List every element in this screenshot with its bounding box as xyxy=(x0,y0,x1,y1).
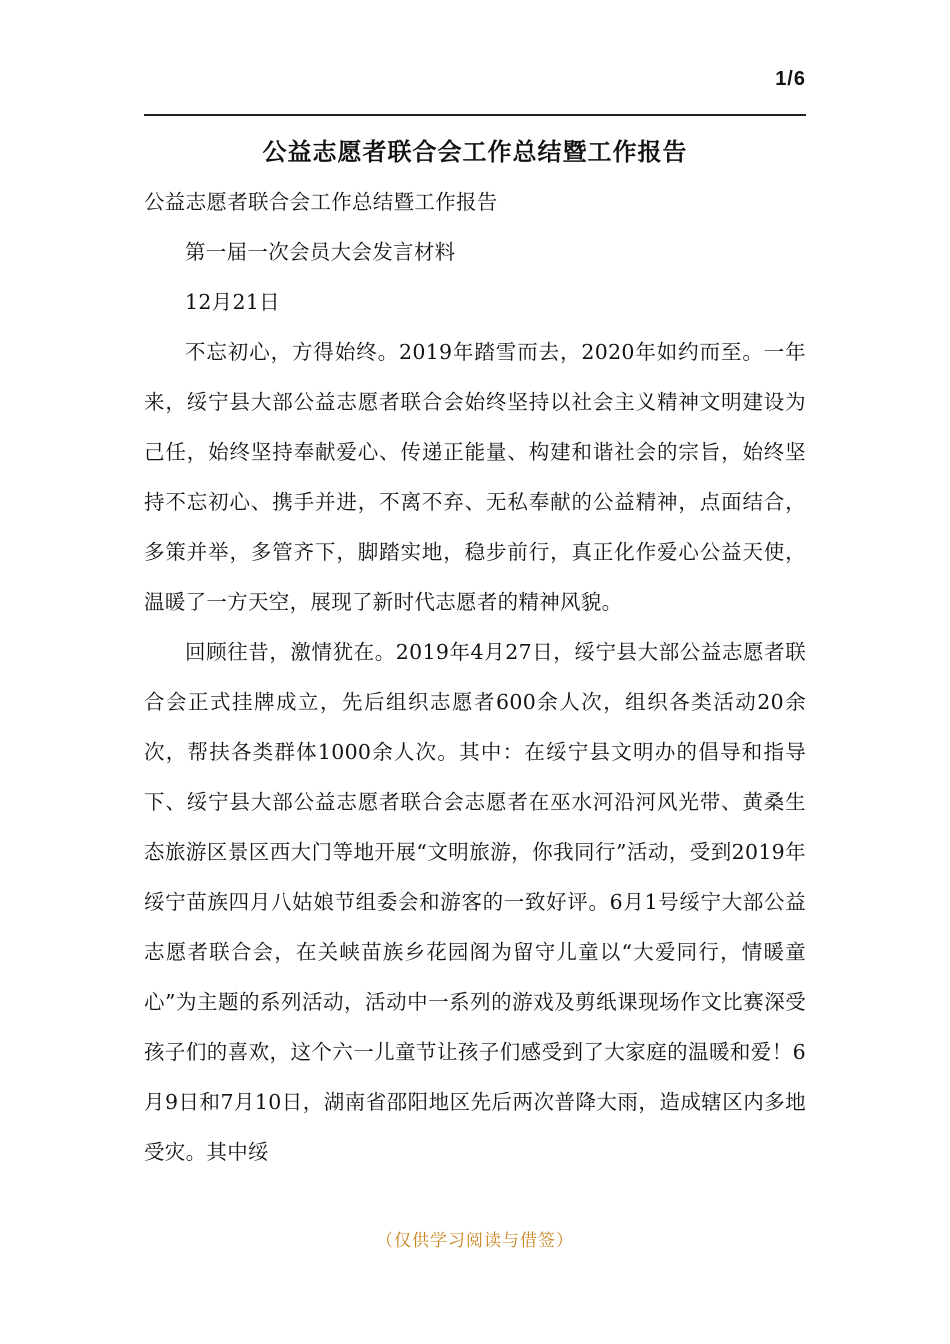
footer-note: （仅供学习阅读与借签） xyxy=(376,1231,574,1251)
header-divider xyxy=(144,114,806,116)
body-paragraph: 回顾往昔，激情犹在。2019年4月27日，绥宁县大部公益志愿者联合会正式挂牌成立，先后组织志愿者600余人次，组织各类活动20余次，帮扶各类群体1000余人次。其中：在绥宁县文明办的倡导和指导下、绥宁县大部公益志愿者联合会志愿者在巫水河沿河风光带、黄桑生态旅游区景区西大门等地开展“文明旅游，你我同行”活动，受到2019年绥宁苗族四月八姑娘节组委会和游客的一致好评。6月1号绥宁大部公益志愿者联合会，在关峡苗族乡花园阁为留守儿童以“大爱同行，情暖童心”为主题的系列活动，活动中一系列的游戏及剪纸课现场作文比赛深受孩子们的喜欢，这个六一儿童节让孩子们感受到了大家庭的温暖和爱！6月9日和7月10日，湖南省邵阳地区先后两次普降大雨，造成辖区内多地受灾。其中绥 xyxy=(144,640,806,1164)
meeting-line: 第一届一次会员大会发言材料 xyxy=(185,240,456,264)
date-line: 12月21日 xyxy=(185,290,280,314)
body-paragraph: 不忘初心，方得始终。2019年踏雪而去，2020年如约而至。一年来，绥宁县大部公益志愿者联合会始终坚持以社会主义精神文明建设为己任，始终坚持奉献爱心、传递正能量、构建和谐社会的宗旨，始终坚持不忘初心、携手并进，不离不弃、无私奉献的公益精神，点面结合，多策并举，多管齐下，脚踏实地，稳步前行，真正化作爱心公益天使，温暖了一方天空，展现了新时代志愿者的精神风貌。 xyxy=(144,340,806,614)
page-number: 1/6 xyxy=(775,68,806,90)
document-title: 公益志愿者联合会工作总结暨工作报告 xyxy=(262,137,688,166)
subtitle-line: 公益志愿者联合会工作总结暨工作报告 xyxy=(144,190,498,214)
document-body xyxy=(144,177,806,1177)
